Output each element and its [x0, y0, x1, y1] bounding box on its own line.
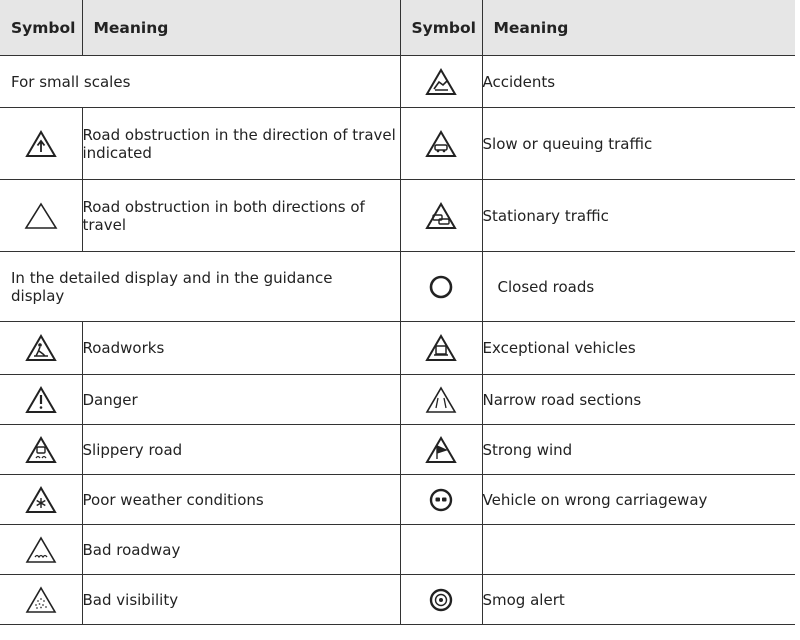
- meaning-text: Stationary traffic: [482, 180, 795, 252]
- slippery-road-icon: [0, 425, 82, 475]
- bad-visibility-icon: [0, 575, 82, 625]
- closed-road-icon: [400, 252, 482, 322]
- table-row: [0, 475, 795, 525]
- meaning-header: Meaning: [82, 0, 400, 56]
- meaning-text: Exceptional vehicles: [482, 322, 795, 375]
- table-row: [0, 108, 795, 180]
- empty-symbol-cell: [400, 525, 482, 575]
- section-label: For small scales: [0, 56, 400, 108]
- table-row: [0, 425, 795, 475]
- poor-weather-icon: [0, 475, 82, 525]
- meaning-text: Vehicle on wrong carriageway: [482, 475, 795, 525]
- meaning-text: Strong wind: [482, 425, 795, 475]
- header-row: [0, 0, 795, 56]
- danger-icon: [0, 375, 82, 425]
- table-row: [0, 56, 795, 108]
- obstruction-both-directions-icon: [0, 180, 82, 252]
- bad-roadway-icon: [0, 525, 82, 575]
- table-row: [0, 375, 795, 425]
- table-row: [0, 180, 795, 252]
- meaning-text: Narrow road sections: [482, 375, 795, 425]
- table-row: [0, 252, 795, 322]
- table-row: [0, 575, 795, 625]
- empty-meaning-cell: [482, 525, 795, 575]
- meaning-text: Bad roadway: [82, 525, 400, 575]
- meaning-text: Bad visibility: [82, 575, 400, 625]
- table-row: [0, 525, 795, 575]
- slow-traffic-icon: [400, 108, 482, 180]
- table-row: [0, 322, 795, 375]
- exceptional-vehicle-icon: [400, 322, 482, 375]
- meaning-text: Danger: [82, 375, 400, 425]
- accident-icon: [400, 56, 482, 108]
- symbol-header: Symbol: [400, 0, 482, 56]
- obstruction-one-direction-icon: [0, 108, 82, 180]
- meaning-text: Slow or queuing traffic: [482, 108, 795, 180]
- meaning-text: Slippery road: [82, 425, 400, 475]
- strong-wind-icon: [400, 425, 482, 475]
- meaning-text: Accidents: [482, 56, 795, 108]
- meaning-text: Roadworks: [82, 322, 400, 375]
- wrong-way-vehicle-icon: [400, 475, 482, 525]
- roadworks-icon: [0, 322, 82, 375]
- meaning-text: Road obstruction in both directions of travel: [82, 180, 400, 252]
- meaning-text: Smog alert: [482, 575, 795, 625]
- meaning-header: Meaning: [482, 0, 795, 56]
- smog-alert-icon: [400, 575, 482, 625]
- narrow-road-icon: [400, 375, 482, 425]
- stationary-traffic-icon: [400, 180, 482, 252]
- meaning-text: Road obstruction in the direction of travel indicated: [82, 108, 400, 180]
- section-label: In the detailed display and in the guidance display: [0, 252, 400, 322]
- symbol-header: Symbol: [0, 0, 82, 56]
- meaning-text: Closed roads: [482, 252, 795, 322]
- meaning-text: Poor weather conditions: [82, 475, 400, 525]
